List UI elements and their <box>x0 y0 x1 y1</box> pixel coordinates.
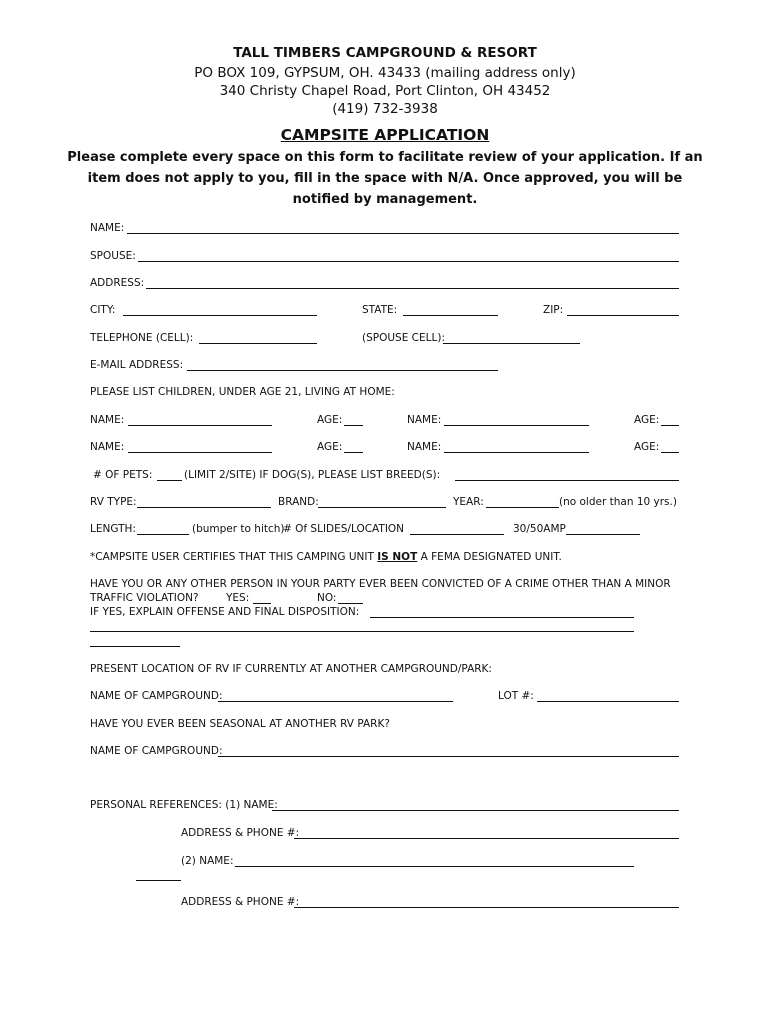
city-label: CITY: <box>90 304 116 316</box>
year-note: (no older than 10 yrs.) <box>559 496 677 508</box>
spouse-field[interactable] <box>138 261 679 262</box>
child-age-field[interactable] <box>661 452 679 453</box>
seasonal-question: HAVE YOU EVER BEEN SEASONAL AT ANOTHER RV PARK? <box>90 718 390 730</box>
child-age-label: AGE: <box>317 441 343 453</box>
state-label: STATE: <box>362 304 398 316</box>
bumper-note: (bumper to hitch) <box>192 523 285 535</box>
page-title: CAMPSITE APPLICATION <box>280 126 490 144</box>
reference-1-address-field[interactable] <box>294 838 679 839</box>
pets-count-field[interactable] <box>157 480 182 481</box>
spouse-cell-field[interactable] <box>443 343 580 344</box>
mailing-address: PO BOX 109, GYPSUM, OH. 43433 (mailing address only) <box>194 65 576 81</box>
seasonal-campground-field[interactable] <box>218 756 679 757</box>
name-field[interactable] <box>127 233 679 234</box>
telephone-cell-label: TELEPHONE (CELL): <box>90 332 194 344</box>
explain-field[interactable] <box>370 617 634 618</box>
reference-2-name-field-line-2[interactable] <box>136 880 181 881</box>
certify-text-end: A FEMA DESIGNATED UNIT. <box>420 551 562 563</box>
lot-label: LOT #: <box>498 690 534 702</box>
child-name-label: NAME: <box>90 441 125 453</box>
address-field[interactable] <box>146 288 679 289</box>
child-name-field[interactable] <box>128 452 272 453</box>
child-age-label: AGE: <box>634 414 660 426</box>
zip-field[interactable] <box>567 315 679 316</box>
references-label: PERSONAL REFERENCES: (1) NAME: <box>90 799 278 811</box>
brand-field[interactable] <box>318 507 446 508</box>
state-field[interactable] <box>403 315 498 316</box>
email-label: E-MAIL ADDRESS: <box>90 359 184 371</box>
reference-2-address-field[interactable] <box>294 907 679 908</box>
reference-1-address-label: ADDRESS & PHONE #: <box>181 827 300 839</box>
present-location-label: PRESENT LOCATION OF RV IF CURRENTLY AT ANOTHER CAMPGROUND/PARK: <box>90 663 492 675</box>
explain-field-line-3[interactable] <box>90 646 180 647</box>
name-label: NAME: <box>90 222 125 234</box>
child-age-field[interactable] <box>661 425 679 426</box>
reference-2-name-label: (2) NAME: <box>181 855 234 867</box>
year-field[interactable] <box>486 507 559 508</box>
spouse-label: SPOUSE: <box>90 250 136 262</box>
conviction-question: HAVE YOU OR ANY OTHER PERSON IN YOUR PARTY EVER BEEN CONVICTED OF A CRIME OTHER THAN A MINOR <box>90 578 671 590</box>
certify-emphasis: IS NOT <box>377 551 418 563</box>
fema-certification <box>90 551 562 563</box>
pets-label: # OF PETS: <box>93 469 153 481</box>
child-name-field[interactable] <box>128 425 272 426</box>
reference-2-name-field[interactable] <box>235 866 634 867</box>
child-age-label: AGE: <box>634 441 660 453</box>
reference-2-address-label: ADDRESS & PHONE #: <box>181 896 300 908</box>
campground-name-field[interactable] <box>218 701 453 702</box>
lot-field[interactable] <box>537 701 679 702</box>
traffic-violation-label: TRAFFIC VIOLATION? <box>90 592 199 604</box>
child-age-field[interactable] <box>344 425 363 426</box>
city-field[interactable] <box>123 315 317 316</box>
child-name-field[interactable] <box>444 452 589 453</box>
length-label: LENGTH: <box>90 523 136 535</box>
explain-label: IF YES, EXPLAIN OFFENSE AND FINAL DISPOSITION: <box>90 606 360 618</box>
amp-label: 30/50AMP <box>513 523 566 535</box>
child-name-label: NAME: <box>407 441 442 453</box>
slides-field[interactable] <box>410 534 504 535</box>
certify-text: *CAMPSITE USER CERTIFIES THAT THIS CAMPING UNIT <box>90 551 374 563</box>
address-label: ADDRESS: <box>90 277 145 289</box>
rv-type-field[interactable] <box>137 507 271 508</box>
length-field[interactable] <box>137 534 189 535</box>
child-age-label: AGE: <box>317 414 343 426</box>
year-label: YEAR: <box>453 496 484 508</box>
child-age-field[interactable] <box>344 452 363 453</box>
slides-label: # Of SLIDES/LOCATION <box>283 523 405 535</box>
child-name-field[interactable] <box>444 425 589 426</box>
zip-label: ZIP: <box>543 304 564 316</box>
spouse-cell-label: (SPOUSE CELL): <box>362 332 445 344</box>
no-label: NO: <box>317 592 337 604</box>
org-name: TALL TIMBERS CAMPGROUND & RESORT <box>233 45 537 61</box>
amp-field[interactable] <box>566 534 640 535</box>
seasonal-campground-label: NAME OF CAMPGROUND: <box>90 745 223 757</box>
campground-name-label: NAME OF CAMPGROUND: <box>90 690 223 702</box>
explain-field-line-2[interactable] <box>90 631 634 632</box>
no-field[interactable] <box>338 603 363 604</box>
yes-label: YES: <box>226 592 250 604</box>
child-name-label: NAME: <box>90 414 125 426</box>
instructions: Please complete every space on this form to facilitate review of your application. If an item does not apply to you, fill in the space with N/A. Once approved, you will be notified by management. <box>67 150 703 207</box>
telephone-cell-field[interactable] <box>199 343 317 344</box>
children-heading: PLEASE LIST CHILDREN, UNDER AGE 21, LIVING AT HOME: <box>90 386 395 398</box>
brand-label: BRAND: <box>278 496 319 508</box>
email-field[interactable] <box>187 370 498 371</box>
street-address: 340 Christy Chapel Road, Port Clinton, OH 43452 <box>219 83 551 99</box>
child-name-label: NAME: <box>407 414 442 426</box>
phone-number: (419) 732-3938 <box>332 101 438 117</box>
reference-1-name-field[interactable] <box>272 810 679 811</box>
pets-breed-label: (LIMIT 2/SITE) IF DOG(S), PLEASE LIST BREED(S): <box>184 469 441 481</box>
rv-type-label: RV TYPE: <box>90 496 137 508</box>
pets-breed-field[interactable] <box>455 480 679 481</box>
yes-field[interactable] <box>253 603 271 604</box>
